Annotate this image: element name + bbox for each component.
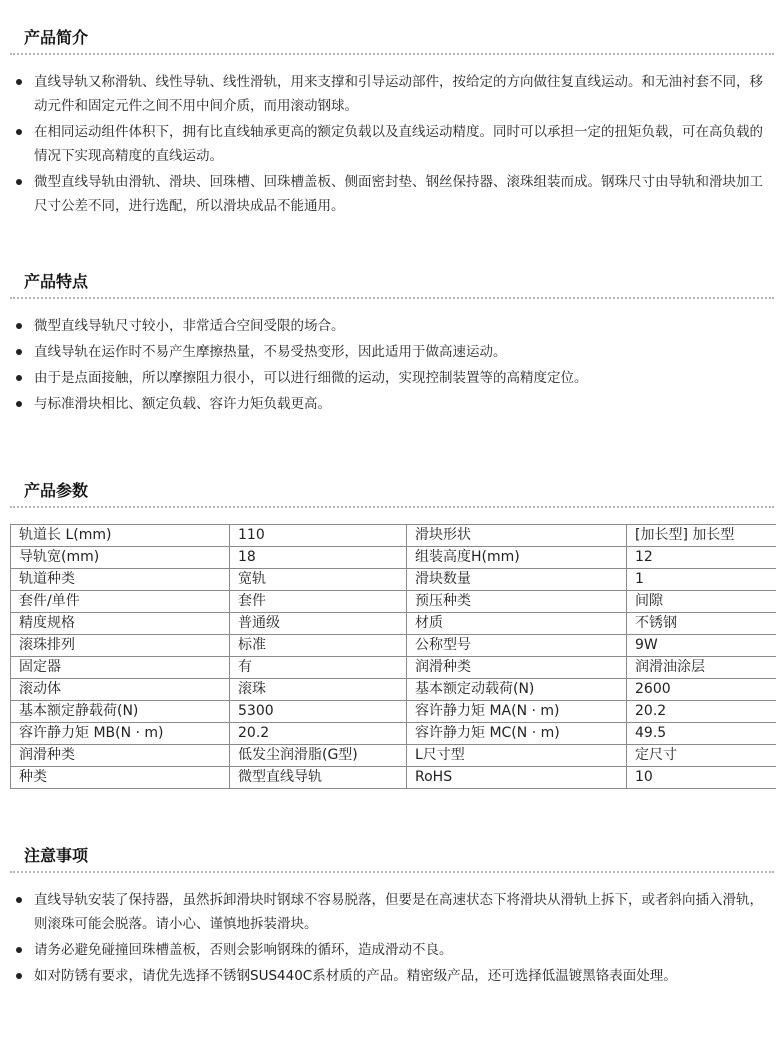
param-value: 18 (230, 547, 407, 569)
param-value: 49.5 (627, 723, 776, 745)
param-value: 定尺寸 (627, 745, 776, 767)
param-label: 滚珠排列 (11, 635, 230, 657)
features-title: 产品特点 (24, 272, 89, 291)
param-value: 间隙 (627, 591, 776, 613)
features-list (34, 314, 774, 416)
table-row (11, 723, 776, 745)
param-label: 套件/单件 (11, 591, 230, 613)
param-label: 材质 (407, 613, 627, 635)
param-label: 种类 (11, 767, 230, 789)
table-row (11, 745, 776, 767)
param-value: 润滑油涂层 (627, 657, 776, 679)
param-value: 20.2 (230, 723, 407, 745)
intro-list (34, 70, 774, 218)
list-item: 如对防锈有要求，请优先选择不锈钢SUS440C系材质的产品。精密级产品，还可选择低温镀黑铬表面处理。 (34, 964, 774, 988)
params-divider (10, 506, 774, 508)
list-item: 请务必避免碰撞回珠槽盖板，否则会影响钢珠的循环，造成滑动不良。 (34, 938, 774, 962)
param-label: 基本额定动载荷(N) (407, 679, 627, 701)
table-row (11, 591, 776, 613)
param-label: 基本额定静载荷(N) (11, 701, 230, 723)
table-row (11, 635, 776, 657)
table-row (11, 679, 776, 701)
param-value: 低发尘润滑脂(G型) (230, 745, 407, 767)
param-value: 110 (230, 525, 407, 547)
features-divider (10, 297, 774, 299)
table-row (11, 569, 776, 591)
param-label: 轨道种类 (11, 569, 230, 591)
param-value: 套件 (230, 591, 407, 613)
param-value: [加长型] 加长型 (627, 525, 776, 547)
param-value: 标准 (230, 635, 407, 657)
param-label: 预压种类 (407, 591, 627, 613)
param-label: 精度规格 (11, 613, 230, 635)
param-value: 滚珠 (230, 679, 407, 701)
table-row (11, 547, 776, 569)
notes-title: 注意事项 (24, 846, 89, 865)
list-item: 与标准滑块相比、额定负载、容许力矩负载更高。 (34, 392, 774, 416)
param-label: 滑块形状 (407, 525, 627, 547)
param-label: RoHS (407, 767, 627, 789)
param-value: 1 (627, 569, 776, 591)
param-label: 容许静力矩 MA(N · m) (407, 701, 627, 723)
list-item: 直线导轨在运作时不易产生摩擦热量，不易受热变形，因此适用于做高速运动。 (34, 340, 774, 364)
list-item: 在相同运动组件体积下，拥有比直线轴承更高的额定负载以及直线运动精度。同时可以承担一定的扭矩负载，可在高负载的情况下实现高精度的直线运动。 (34, 120, 774, 168)
param-label: 滚动体 (11, 679, 230, 701)
param-value: 2600 (627, 679, 776, 701)
notes-divider (10, 871, 774, 873)
param-value: 微型直线导轨 (230, 767, 407, 789)
param-value: 宽轨 (230, 569, 407, 591)
intro-divider (10, 53, 774, 55)
param-value: 9W (627, 635, 776, 657)
param-value: 普通级 (230, 613, 407, 635)
list-item: 直线导轨又称滑轨、线性导轨、线性滑轨，用来支撑和引导运动部件，按给定的方向做往复直线运动。和无油衬套不同，移动元件和固定元件之间不用中间介质，而用滚动钢球。 (34, 70, 774, 118)
list-item: 直线导轨安装了保持器，虽然拆卸滑块时钢球不容易脱落，但要是在高速状态下将滑块从滑轨上拆下，或者斜向插入滑轨，则滚珠可能会脱落。请小心、谨慎地拆装滑块。 (34, 888, 774, 936)
table-row (11, 767, 776, 789)
param-label: 润滑种类 (11, 745, 230, 767)
param-value: 5300 (230, 701, 407, 723)
list-item: 微型直线导轨尺寸较小，非常适合空间受限的场合。 (34, 314, 774, 338)
list-item: 由于是点面接触，所以摩擦阻力很小，可以进行细微的运动，实现控制装置等的高精度定位。 (34, 366, 774, 390)
param-label: 容许静力矩 MB(N · m) (11, 723, 230, 745)
param-value: 20.2 (627, 701, 776, 723)
table-row (11, 613, 776, 635)
notes-list (34, 888, 774, 988)
param-value: 10 (627, 767, 776, 789)
param-label: 导轨宽(mm) (11, 547, 230, 569)
table-row (11, 525, 776, 547)
params-title: 产品参数 (24, 481, 89, 500)
list-item: 微型直线导轨由滑轨、滑块、回珠槽、回珠槽盖板、侧面密封垫、钢丝保持器、滚珠组装而成。钢珠尺寸由导轨和滑块加工尺寸公差不同，进行选配，所以滑块成品不能通用。 (34, 170, 774, 218)
param-label: 公称型号 (407, 635, 627, 657)
table-row (11, 657, 776, 679)
param-label: 组装高度H(mm) (407, 547, 627, 569)
param-label: 润滑种类 (407, 657, 627, 679)
param-label: 容许静力矩 MC(N · m) (407, 723, 627, 745)
param-label: 固定器 (11, 657, 230, 679)
param-value: 不锈钢 (627, 613, 776, 635)
intro-title: 产品简介 (24, 28, 89, 47)
param-value: 12 (627, 547, 776, 569)
param-label: L尺寸型 (407, 745, 627, 767)
param-label: 滑块数量 (407, 569, 627, 591)
params-table (10, 524, 776, 789)
param-value: 有 (230, 657, 407, 679)
param-label: 轨道长 L(mm) (11, 525, 230, 547)
table-row (11, 701, 776, 723)
